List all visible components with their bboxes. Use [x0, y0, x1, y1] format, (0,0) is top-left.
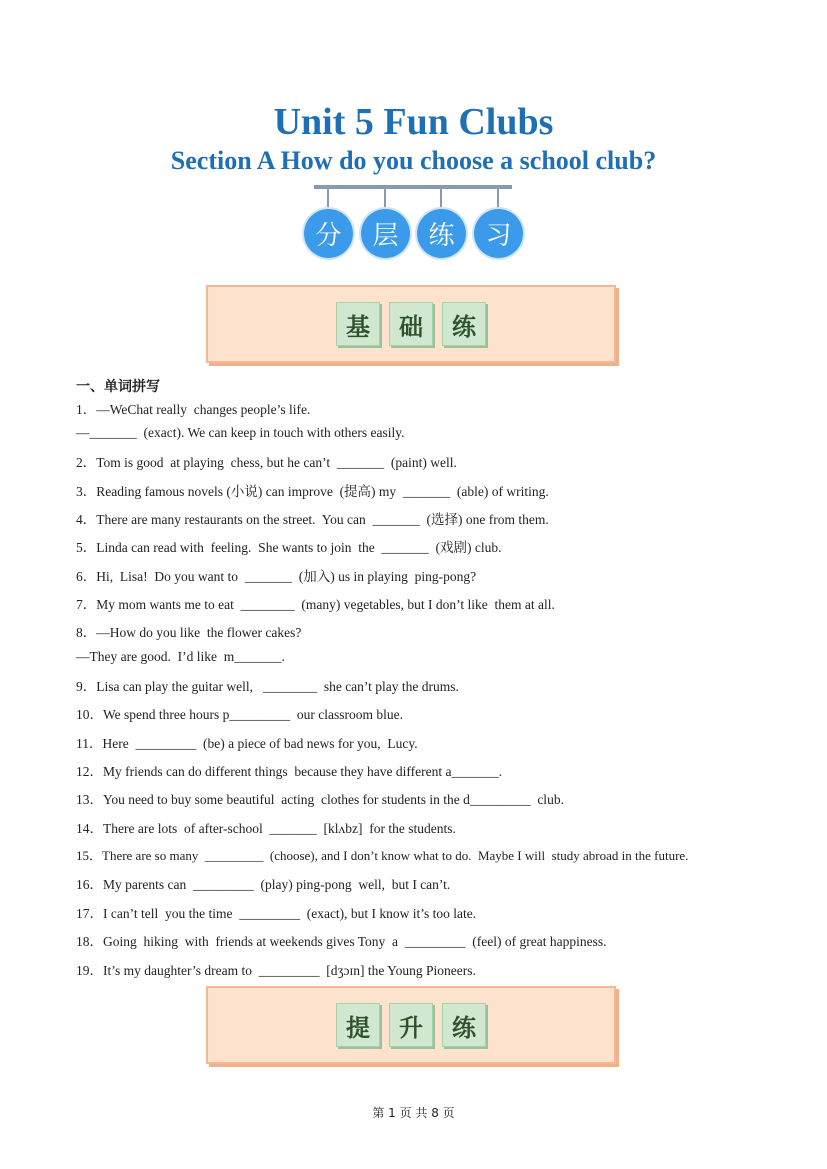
exercise-line: 1．—WeChat really changes people’s life. [76, 402, 311, 417]
decor-stem [440, 189, 442, 209]
page-title: Unit 5 Fun Clubs [273, 101, 554, 143]
exercise-line: 13．You need to buy some beautiful acting clothes for students in the d_________ club. [76, 792, 564, 807]
banner-char: 练 [442, 1003, 486, 1047]
exercise-line: 6．Hi, Lisa! Do you want to _______ (加入) us in playing ping-pong? [76, 569, 477, 584]
page-footer: 第 1 页 共 8 页 [372, 1106, 455, 1120]
banner-char: 练 [442, 302, 486, 346]
exercise-line: 11．Here _________ (be) a piece of bad news for you, Lucy. [76, 736, 418, 751]
decor-stem [497, 189, 499, 209]
decor-stem [327, 189, 329, 209]
page-subtitle: Section A How do you choose a school club? [170, 146, 657, 175]
banner-char: 升 [389, 1003, 433, 1047]
decor-bar [314, 185, 512, 189]
exercise-line: 10．We spend three hours p_________ our classroom blue. [76, 707, 403, 722]
section-heading: 一、单词拼写 [76, 379, 160, 395]
exercise-line: 17．I can’t tell you the time _________ (exact), but I know it’s too late. [76, 906, 477, 921]
banner-char: 提 [336, 1003, 380, 1047]
practice-circle-2: 层 [361, 209, 410, 258]
decor-stem [384, 189, 386, 209]
basic-practice-banner [206, 285, 616, 363]
exercise-line: 15．There are so many _________ (choose), and I don’t know what to do. Maybe I will study abroad in the future. [76, 848, 689, 863]
exercise-line: 5．Linda can read with feeling. She wants to join the _______ (戏剧) club. [76, 540, 502, 555]
exercise-line: 4．There are many restaurants on the street. You can _______ (选择) one from them. [76, 512, 549, 527]
advanced-practice-banner [206, 986, 616, 1064]
exercise-line: 2．Tom is good at playing chess, but he can’t _______ (paint) well. [76, 455, 457, 470]
exercise-line: 18．Going hiking with friends at weekends gives Tony a _________ (feel) of great happiness. [76, 934, 607, 949]
exercise-line: 16．My parents can _________ (play) ping-pong well, but I can’t. [76, 877, 451, 892]
exercise-line: —They are good. I’d like m_______. [76, 649, 285, 664]
exercise-line: —_______ (exact). We can keep in touch with others easily. [76, 425, 405, 440]
practice-circle-4: 习 [474, 209, 523, 258]
exercise-line: 3．Reading famous novels (小说) can improve (提高) my _______ (able) of writing. [76, 484, 549, 499]
exercise-line: 14．There are lots of after-school _______ [klʌbz] for the students. [76, 821, 456, 836]
banner-char: 基 [336, 302, 380, 346]
exercise-line: 19．It’s my daughter’s dream to _________ [dʒɔɪn] the Young Pioneers. [76, 963, 476, 978]
exercise-line: 9．Lisa can play the guitar well, ________ she can’t play the drums. [76, 679, 459, 694]
practice-circle-1: 分 [304, 209, 353, 258]
exercise-line: 7．My mom wants me to eat ________ (many) vegetables, but I don’t like them at all. [76, 597, 555, 612]
practice-circle-3: 练 [417, 209, 466, 258]
exercise-line: 12．My friends can do different things because they have different a_______. [76, 764, 503, 779]
exercise-line: 8．—How do you like the flower cakes? [76, 625, 302, 640]
banner-char: 础 [389, 302, 433, 346]
